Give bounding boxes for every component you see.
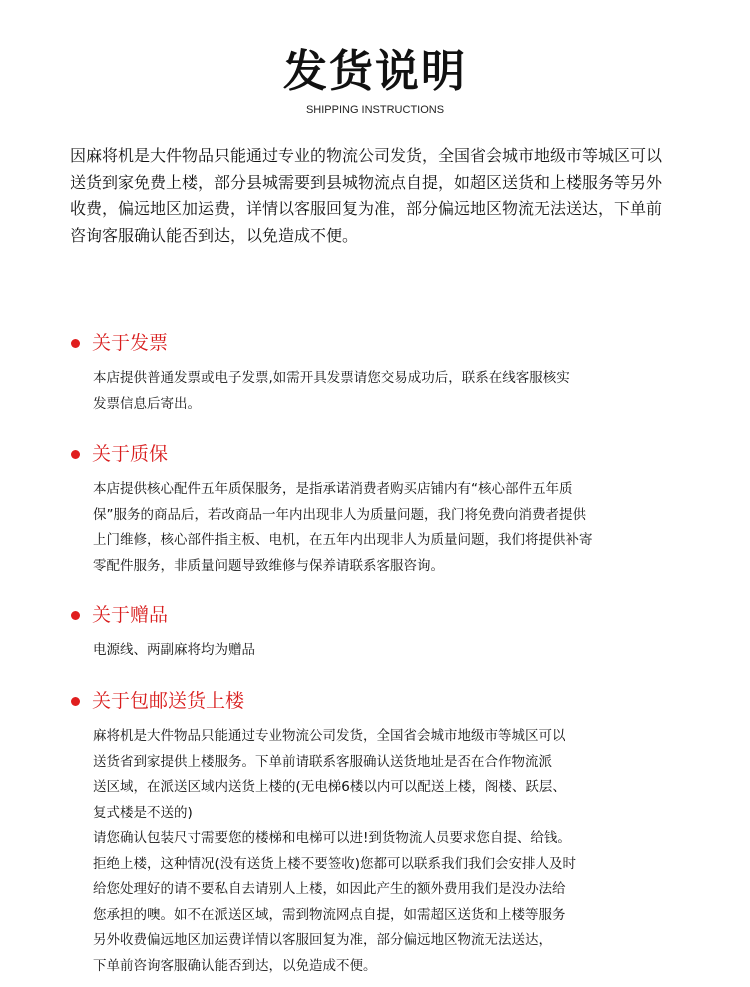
section-title: 关于发票 xyxy=(92,332,169,354)
page-title: 发货说明 xyxy=(283,46,467,97)
section-line: 给您处理好的请不要私自去请别人上楼，如因此产生的额外费用我们是没办法给 xyxy=(93,881,566,897)
section-line: 请您确认包装尺寸需要您的楼梯和电梯可以进!到货物流人员要求您自提、给钱。 xyxy=(93,830,571,846)
section-shipping xyxy=(70,686,670,979)
section-line: 送货省到家提供上楼服务。下单前请联系客服确认送货地址是否在合作物流派 xyxy=(93,753,552,770)
bullet-dot-icon xyxy=(71,339,80,348)
intro-line: 送货到家免费上楼，部分县城需要到县城物流点自提，如超区送货和上楼服务等另外 xyxy=(70,172,663,192)
section-body xyxy=(93,638,670,664)
section-line: 保”服务的商品后，若改商品一年内出现非人为质量问题，我门将免费向消费者提供 xyxy=(93,506,586,523)
section-body xyxy=(93,477,670,579)
section-line: 复式楼是不送的) xyxy=(93,804,193,821)
section-line: 上门维修，核心部件指主板、电机，在五年内出现非人为质量问题，我们将提供补寄 xyxy=(93,532,593,548)
intro-line: 咨询客服确认能否到达，以免造成不便。 xyxy=(70,225,359,245)
section-header xyxy=(70,439,670,469)
section-line: 本店提供核心配件五年质保服务，是指承诺消费者购买店铺内有“核心部件五年质 xyxy=(93,481,573,497)
section-line: 本店提供普通发票或电子发票,如需开具发票请您交易成功后，联系在线客服核实 xyxy=(93,370,570,386)
section-line: 零配件服务，非质量问题导致维修与保养请联系客服咨询。 xyxy=(93,557,444,574)
section-header xyxy=(70,328,670,358)
section-body xyxy=(93,366,670,417)
bullet-dot-icon xyxy=(71,697,80,706)
intro-paragraph xyxy=(70,143,694,249)
section-header xyxy=(70,686,670,716)
section-warranty xyxy=(70,439,670,579)
page-subtitle: SHIPPING INSTRUCTIONS xyxy=(305,104,445,116)
bullet-dot-icon xyxy=(71,450,80,459)
section-gift xyxy=(70,600,670,664)
section-line: 电源线、两副麻将均为赠品 xyxy=(93,642,255,658)
section-line: 下单前咨询客服确认能否到达，以免造成不便。 xyxy=(93,957,377,974)
section-title: 关于赠品 xyxy=(92,604,169,626)
section-invoice xyxy=(70,328,670,417)
section-line: 另外收费偏远地区加运费详情以客服回复为准，部分偏远地区物流无法送达， xyxy=(93,932,552,948)
section-line: 您承担的噢。如不在派送区域，需到物流网点自提，如需超区送货和上楼等服务 xyxy=(93,906,566,923)
section-line: 麻将机是大件物品只能通过专业物流公司发货，全国省会城市地级市等城区可以 xyxy=(93,728,566,744)
bullet-dot-icon xyxy=(71,611,80,620)
section-line: 发票信息后寄出。 xyxy=(93,395,201,412)
section-line: 拒绝上楼，这种情况(没有送货上楼不要签收)您都可以联系我们我们会安排人及时 xyxy=(93,855,577,872)
section-header xyxy=(70,600,670,630)
intro-line: 收费，偏远地区加运费，详情以客服回复为准，部分偏远地区物流无法送达，下单前 xyxy=(70,199,663,218)
section-body xyxy=(93,724,670,979)
section-title: 关于质保 xyxy=(92,443,169,465)
section-line: 送区域，在派送区域内送货上楼的(无电梯6楼以内可以配送上楼，阁楼、跃层、 xyxy=(93,779,566,795)
section-title: 关于包邮送货上楼 xyxy=(92,690,245,712)
intro-line: 因麻将机是大件物品只能通过专业的物流公司发货，全国省会城市地级市等城区可以 xyxy=(70,146,663,165)
